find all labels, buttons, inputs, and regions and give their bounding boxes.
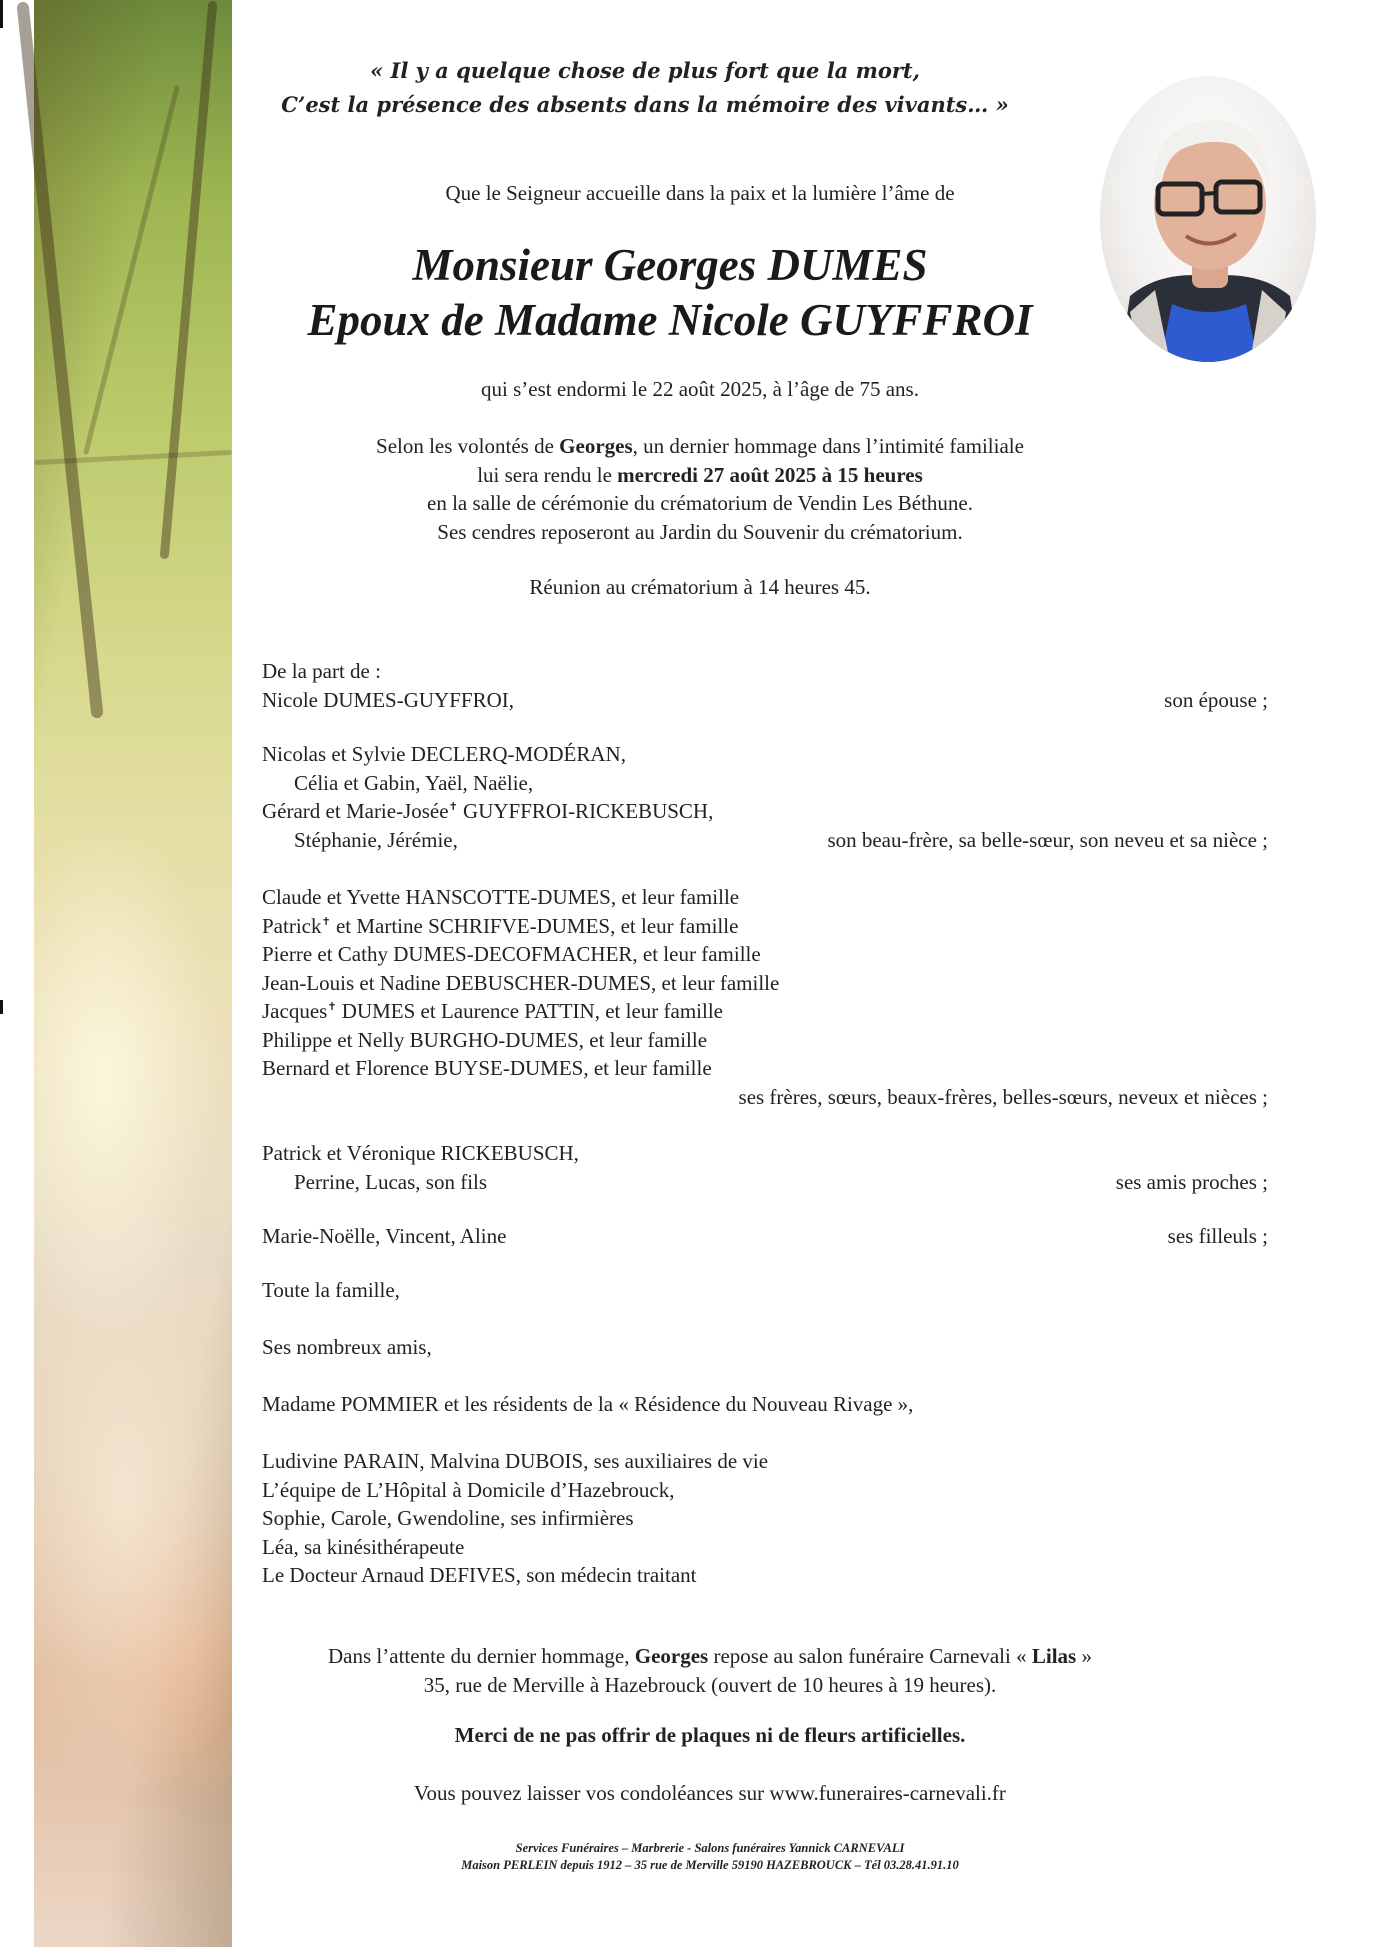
relation: ses filleuls ;	[1167, 1224, 1268, 1248]
footer	[250, 1840, 1170, 1874]
family-member: Marie-Noëlle, Vincent, Aline	[262, 1224, 507, 1248]
first-name: Georges	[634, 1644, 709, 1668]
relation: son beau-frère, sa belle-sœur, son neveu et sa nièce ;	[827, 827, 1268, 852]
condolences-line: Vous pouvez laisser vos condoléances sur www.funeraires-carnevali.fr	[414, 1781, 1006, 1805]
family-member: Ludivine PARAIN, Malvina DUBOIS, ses auxiliaires de vie	[262, 1449, 769, 1473]
deceased-name: Monsieur Georges DUMES	[412, 240, 928, 290]
text: »	[1076, 1644, 1092, 1668]
family-member: L’équipe de L’Hôpital à Domicile d’Hazebrouck,	[262, 1477, 675, 1502]
info-line	[250, 1642, 1170, 1671]
family-member: Pierre et Cathy DUMES-DECOFMACHER, et leur famille	[262, 942, 761, 966]
family-group	[262, 883, 1272, 1111]
text: , un dernier hommage dans l’intimité familiale	[632, 434, 1024, 458]
info-line: 35, rue de Merville à Hazebrouck (ouvert de 10 heures à 19 heures).	[423, 1672, 997, 1697]
epigraph	[230, 54, 1060, 122]
text: GUYFFROI-RICKEBUSCH,	[457, 799, 714, 823]
family-member: Ses nombreux amis,	[262, 1335, 432, 1359]
residence	[262, 1390, 1272, 1419]
text: Dans l’attente du dernier hommage,	[328, 1644, 635, 1668]
epigraph-line: C’est la présence des absents dans la mémoire des vivants… »	[281, 92, 1009, 117]
family-member: Claude et Yvette HANSCOTTE-DUMES, et leur famille	[262, 885, 740, 909]
family-member	[262, 997, 723, 1026]
deceased-cross-icon: ✝	[448, 801, 458, 813]
deceased-cross-icon: ✝	[321, 915, 331, 928]
portrait-photo	[1100, 76, 1316, 362]
death-line: qui s’est endormi le 22 août 2025, à l’âge de 75 ans.	[481, 377, 919, 401]
family-member: Jean-Louis et Nadine DEBUSCHER-DUMES, et leur famille	[262, 970, 780, 995]
funeral-date: mercredi 27 août 2025 à 15 heures	[617, 462, 923, 487]
family-member	[262, 912, 738, 941]
text: DUMES et Laurence PATTIN, et leur famille	[336, 999, 723, 1023]
text: Patrick	[262, 913, 322, 938]
portrait-illustration	[1100, 76, 1316, 362]
deceased-cross-icon: ✝	[327, 1001, 337, 1013]
text: Selon les volontés de	[376, 434, 560, 458]
family-group	[262, 1222, 1272, 1251]
family-member: Le Docteur Arnaud DEFIVES, son médecin traitant	[262, 1563, 697, 1587]
epigraph-line: « Il y a quelque chose de plus fort que la mort,	[370, 58, 920, 83]
all-family	[262, 1276, 1272, 1305]
no-flowers-note: Merci de ne pas offrir de plaques ni de fleurs artificielles.	[454, 1723, 966, 1747]
text: repose au salon funéraire Carnevali «	[708, 1644, 1032, 1668]
text: Jacques	[262, 999, 328, 1023]
footer-line: Services Funéraires – Marbrerie - Salons funéraires Yannick CARNEVALI	[515, 1841, 905, 1855]
funeral-line	[250, 461, 1150, 490]
family-member: Perrine, Lucas, son fils	[294, 1169, 488, 1194]
salon-name: Lilas	[1031, 1644, 1077, 1668]
friends	[262, 1333, 1272, 1362]
margin-mark	[0, 0, 3, 28]
forest-path-photo	[34, 0, 232, 1947]
funeral-line	[250, 432, 1150, 461]
funeral-details	[250, 432, 1150, 546]
funeral-home-info	[250, 1642, 1170, 1699]
first-name: Georges	[559, 434, 633, 458]
family-spouse	[262, 657, 1272, 714]
deceased-name-block	[240, 238, 1100, 348]
relation: son épouse ;	[1164, 687, 1268, 712]
footer-line: Maison PERLEIN depuis 1912 – 35 rue de Merville 59190 HAZEBROUCK – Tél 03.28.41.91.10	[461, 1858, 959, 1872]
family-member: Nicole DUMES-GUYFFROI,	[262, 687, 514, 712]
from-label: De la part de :	[262, 659, 381, 683]
family-member: Philippe et Nelly BURGHO-DUMES, et leur famille	[262, 1027, 708, 1052]
funeral-line: en la salle de cérémonie du crématorium de Vendin Les Béthune.	[427, 491, 973, 515]
care-team	[262, 1447, 1272, 1590]
text: Gérard et Marie-Josée	[262, 799, 449, 823]
funeral-line: Ses cendres reposeront au Jardin du Souvenir du crématorium.	[437, 519, 963, 544]
text: et Martine SCHRIFVE-DUMES, et leur famille	[330, 913, 739, 938]
family-member: Sophie, Carole, Gwendoline, ses infirmières	[262, 1506, 634, 1530]
relation: ses amis proches ;	[1115, 1169, 1268, 1194]
intro-text: Que le Seigneur accueille dans la paix et la lumière l’âme de	[445, 181, 955, 205]
text: lui sera rendu le	[477, 462, 618, 487]
margin-mark	[0, 1000, 3, 1014]
family-group	[262, 740, 1272, 854]
reunion-line: Réunion au crématorium à 14 heures 45.	[529, 575, 871, 599]
family-member: Nicolas et Sylvie DECLERQ-MODÉRAN,	[262, 742, 626, 766]
family-member	[262, 797, 713, 826]
spouse-line: Epoux de Madame Nicole GUYFFROI	[307, 295, 1033, 345]
relation: ses frères, sœurs, beaux-frères, belles-sœurs, neveux et nièces ;	[738, 1084, 1268, 1109]
family-member: Léa, sa kinésithérapeute	[262, 1534, 465, 1559]
family-member: Madame POMMIER et les résidents de la « Résidence du Nouveau Rivage »,	[262, 1392, 914, 1416]
family-member: Célia et Gabin, Yaël, Naëlie,	[294, 770, 534, 795]
family-member: Bernard et Florence BUYSE-DUMES, et leur famille	[262, 1056, 712, 1080]
family-member: Stéphanie, Jérémie,	[294, 827, 458, 852]
family-group	[262, 1139, 1272, 1196]
family-member: Patrick et Véronique RICKEBUSCH,	[262, 1141, 579, 1165]
family-member: Toute la famille,	[262, 1278, 400, 1302]
